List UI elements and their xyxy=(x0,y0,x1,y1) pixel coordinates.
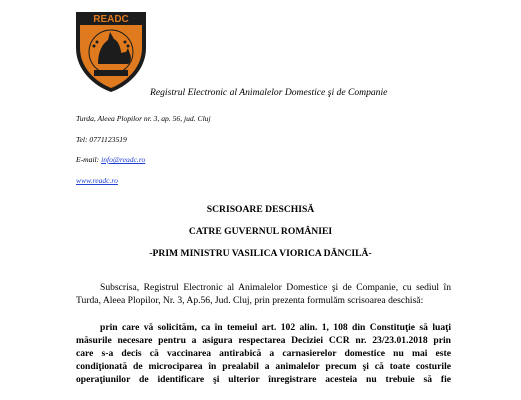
request-line: operaţiunilor de identificare şi ulterior înregistrare acesteia nu trebuie să fie xyxy=(76,374,451,385)
intro-paragraph: Subscrisa, Registrul Electronic al Animalelor Domestice şi de Companie, cu sediul în Turda, Aleea Plopilor, Nr. 3, Ap.56, Jud. Cluj, prin prezenta formulăm scrisoarea deschisă: xyxy=(76,282,451,306)
contact-email-line xyxy=(76,155,145,164)
letter-title: SCRISOARE DESCHISĂ xyxy=(206,204,315,215)
readc-logo xyxy=(72,8,150,94)
contact-phone: Tel: 0771123519 xyxy=(76,135,127,144)
letter-recipient: CATRE GUVERNUL ROMÂNIEI xyxy=(188,226,333,237)
contact-address: Turda, Aleea Plopilor nr. 3, ap. 56, jud. Cluj xyxy=(76,114,211,123)
request-line: măsurile necesare pentru a asigura respectarea Deciziei CCR nr. 23/23.01.2018 prin xyxy=(76,335,451,346)
email-label: E-mail: xyxy=(76,155,102,164)
request-line: care s-a decis că vaccinarea antirabică a carnasierelor domestice nu mai este xyxy=(76,348,451,359)
email-link[interactable]: info@readc.ro xyxy=(101,155,146,164)
request-line: prin care vă solicităm, ca în temeiul art. 102 alin. 1, 108 din Constituţie să luaţi xyxy=(100,322,451,333)
logo-text: READC xyxy=(93,14,129,25)
request-line: condiţionată de microciparea în prealabil a animalelor precum şi că toate costurile xyxy=(76,361,451,372)
contact-website xyxy=(76,176,118,185)
request-paragraph xyxy=(76,321,451,386)
organization-name: Registrul Electronic al Animalelor Domestice şi de Companie xyxy=(150,87,388,98)
letter-addressee: -PRIM MINISTRU VASILICA VIORICA DĂNCILĂ- xyxy=(149,248,372,259)
website-link[interactable]: www.readc.ro xyxy=(76,176,118,185)
